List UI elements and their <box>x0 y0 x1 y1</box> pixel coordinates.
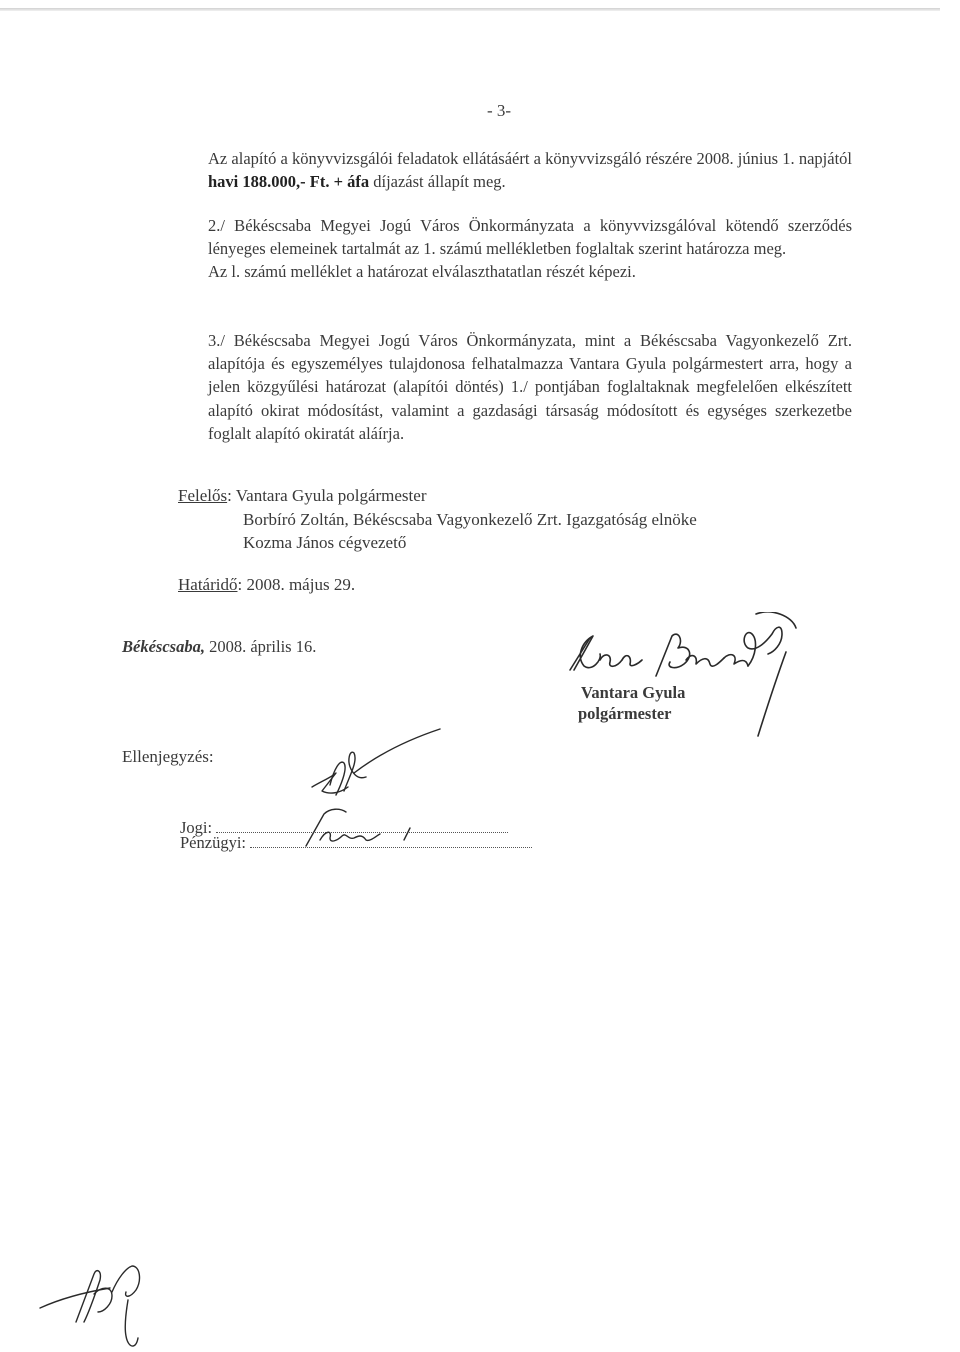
fee-text-end: díjazást állapít meg. <box>369 172 506 192</box>
signatory-title: polgármester <box>578 704 672 723</box>
countersign-heading: Ellenjegyzés: <box>122 747 214 766</box>
responsible-person: : Vantara Gyula polgármester <box>227 486 427 505</box>
fee-text-start: Az alapító a könyvvizsgálói feladatok ellátásáért a könyvvizsgáló részére 2008. június 1. napjától <box>208 149 852 168</box>
signatory-block <box>578 682 685 724</box>
scan-edge <box>0 8 940 11</box>
place-date <box>122 637 316 657</box>
contract-text: 2./ Békéscsaba Megyei Jogú Város Önkormányzata a könyvvizsgálóval kötendő szerződés lényeges elemeinek tartalmát az 1. számú mellékletben foglaltak szerint határozza meg. <box>208 216 852 259</box>
responsible-person-3: Kozma János cégvezető <box>243 533 407 552</box>
fee-amount: havi 188.000,- Ft. + áfa <box>208 172 370 192</box>
signatory-name: Vantara Gyula <box>581 683 686 702</box>
page-number: - 3- <box>487 101 512 120</box>
annex-text: Az l. számú melléklet a határozat elválaszthatatlan részét képezi. <box>208 262 636 282</box>
date: 2008. április 16. <box>204 637 317 656</box>
legal-label: Jogi: <box>180 818 213 837</box>
responsible-block <box>178 484 697 555</box>
place: Békéscsaba, <box>122 637 205 656</box>
authorization-paragraph: 3./ Békéscsaba Megyei Jogú Város Önkormányzata, mint a Békéscsaba Vagyonkezelő Zrt. alapítója és egyszemélyes tulajdonosa felhatalmazza Vantara Gyula polgármestert arra, hogy a jelen közgyűlési határozat (alapítói döntés) 1./ pontjában foglaltaknak megfelelően elkészített alapító okirat módosítást, valamint a gazdasági társaság módosított és egységes szerkezetbe foglalt alapító okiratát aláírja. <box>208 331 852 443</box>
deadline-label: Határidő <box>178 575 238 594</box>
contract-paragraph <box>208 214 852 284</box>
responsible-label: Felelős <box>178 486 228 505</box>
fee-paragraph <box>208 147 852 193</box>
deadline <box>178 575 355 595</box>
financial-label: Pénzügyi: <box>180 833 246 852</box>
responsible-person-2: Borbíró Zoltán, Békéscsaba Vagyonkezelő Zrt. Igazgatóság elnöke <box>243 509 697 529</box>
deadline-value: : 2008. május 29. <box>237 575 356 594</box>
financial-initials-signature <box>300 800 450 860</box>
page-initials-signature <box>32 1252 172 1352</box>
